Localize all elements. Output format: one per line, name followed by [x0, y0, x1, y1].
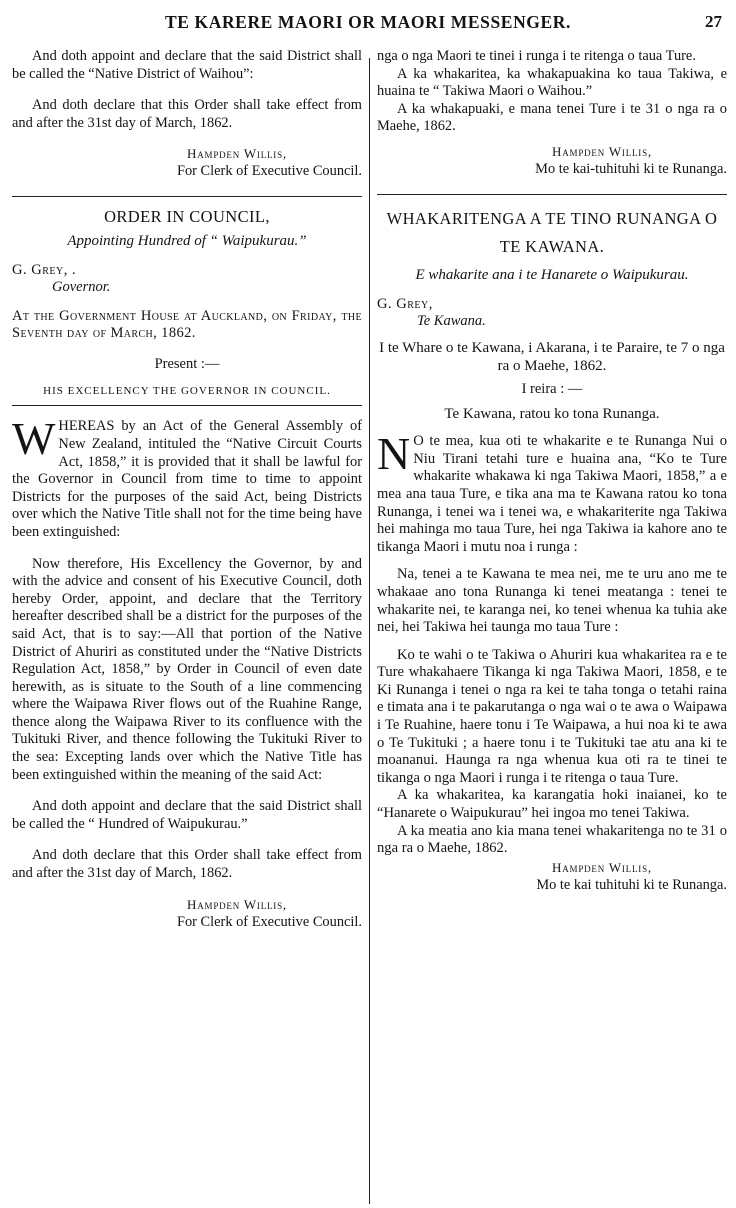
order-heading: WHAKARITENGA A TE TINO RUNANGA O TE KAWANA. — [386, 208, 718, 256]
signature-role: Mo te kai-tuhituhi ki te Runanga. — [535, 160, 727, 177]
signature-name: Hampden Willis, — [552, 143, 652, 159]
paragraph: Now therefore, His Excellency the Governor, by and with the advice and consent of his Executive Council, doth hereby Order, appoint, and declare that the Territory hereafter described shall be a district for the purposes of the said Act, that is to say:—All that portion of the Native District of Ahuriri as constituted under the “Native Districts Regulation Act, 1858,” by Order in Council of even date herewith, as is situate to the South of a line commencing where the Waipawa River flows out of the Ruahine Range, thence along the Waipawa River to its confluence with the Tukituki River, and thence following the Tukituki River to the sea: Excepting lands over which the Native Title has been extinguished within the meaning of the said Act: — [12, 555, 362, 783]
signature-role: For Clerk of Executive Council. — [176, 163, 362, 180]
page-number: 27 — [705, 12, 722, 31]
order-subheading: Appointing Hundred of “ Waipukurau.” — [67, 233, 307, 250]
location-line: At the Government House at Auckland, on Friday, the Seventh day of March, 1862. — [12, 308, 362, 342]
section-divider — [12, 405, 362, 406]
paragraph: nga o nga Maori te tinei i runga i te ritenga o taua Ture. — [377, 48, 696, 64]
paragraph: Ko te wahi o te Takiwa o Ahuriri kua whakaritea ra e te Ture whakahaere Tikanga ki nga Takiwa Maori, 1858, e te Ki Runanga i tenei o nga ra kei te taha tonga o tetahi raina e timata ana i te pakarutanga o nga wai o te awa o Waipawa i Te Ruahine, haere tonu i Te Waipawa, a hui noa ki te awa o Te Tukituki ; a haere tonu i te Tukituki tae atu ana ki te moananui. Haunga ra nga whenua kua oti ra te tinei te tikanga o nga Maori i runga i te ritenga o taua Ture. — [377, 646, 727, 786]
governor-name: G. Grey, . — [12, 262, 77, 279]
english-column — [12, 48, 362, 931]
present-line: I reira : — — [521, 381, 583, 398]
governor-role: Governor. — [52, 279, 111, 296]
council-line: Te Kawana, ratou ko tona Runanga. — [444, 406, 660, 423]
paragraph: And doth declare that this Order shall take effect from and after the 31st day of March, 1862. — [12, 847, 362, 882]
paragraph: And doth appoint and declare that the said District shall be called the “Native District of Waihou”: — [12, 48, 362, 82]
paragraph: And doth declare that this Order shall take effect from and after the 31st day of March, 1862. — [12, 97, 362, 131]
page-header — [0, 8, 736, 42]
governor-role: Te Kawana. — [417, 312, 486, 329]
order-heading: ORDER IN COUNCIL, — [104, 207, 270, 227]
maori-column — [377, 48, 727, 894]
council-line: HIS EXCELLENCY THE GOVERNOR IN COUNCIL. — [43, 385, 331, 398]
signature-role: Mo te kai tuhituhi ki te Runanga. — [536, 876, 727, 893]
signature-name: Hampden Willis, — [552, 859, 652, 875]
paragraph: A ka whakaritea, ka karangatia hoki inaianei, ko te “Hanarete o Waipukurau” hei ingoa mo tenei Takiwa. — [377, 787, 727, 822]
paragraph: A ka whakapuaki, e mana tenei Ture i te 31 o nga ra o Maehe, 1862. — [377, 100, 727, 135]
paragraph: And doth appoint and declare that the said District shall be called the “ Hundred of Waipukurau.” — [12, 798, 362, 832]
location-line: I te Whare o te Kawana, i Akarana, i te Paraire, te 7 o nga ra o Maehe, 1862. — [379, 339, 725, 374]
section-divider — [377, 194, 727, 195]
signature-name: Hampden Willis, — [187, 146, 287, 162]
paragraph: Na, tenei a te Kawana te mea nei, me te uru ano me te whakaae ano tona Runanga ki tenei meatanga : tenei te whakarite nei, te karanga nei, ko tenei whenua ka tuhia ake nei, hei Takiwa hei taunga mo taua Ture : — [377, 566, 727, 636]
order-subheading: E whakarite ana i te Hanarete o Waipukurau. — [415, 266, 689, 283]
signature-name: Hampden Willis, — [187, 896, 287, 912]
section-divider — [12, 196, 362, 197]
column-divider — [369, 58, 370, 1204]
newspaper-title: TE KARERE MAORI OR MAORI MESSENGER. — [164, 12, 572, 32]
present-line: Present :— — [154, 356, 220, 373]
no-te-mea-paragraph: NO te mea, kua oti te whakarite e te Runanga Nui o Niu Tirani tetahi ture e huaina ana, “Ko te Ture whakarite whakawa ki nga Takiwa Maori, 1858,” a e mea ana taua Ture, e tika ana ma te Kawana ratou ko tona Runanga, i tenei wa i tenei wa, e whakariterite nga Takiwa hei mahinga mo taua Ture, hei nga Takiwa ia kahore ano te tikanga Maori i mutu noa i runga : — [377, 428, 727, 555]
governor-name: G. Grey, — [377, 295, 433, 312]
signature-role: For Clerk of Executive Council. — [176, 913, 362, 930]
paragraph: A ka whakaritea, ka whakapuakina ko taua Takiwa, e huaina te “ Takiwa Maori o Waihou.” — [377, 65, 727, 100]
whereas-paragraph: WHEREAS by an Act of the General Assembly of New Zealand, intituled the “Native Circuit Courts Act, 1858,” it is provided that it shall be lawful for the Governor in Council from time to time to appoint Districts for the purposes of the said Act, being Districts over which the Native Title shall not for the time being have been extinguished: — [12, 413, 362, 540]
paragraph: A ka meatia ano kia mana tenei whakaritenga no te 31 o nga ra o Maehe, 1862. — [377, 822, 727, 857]
